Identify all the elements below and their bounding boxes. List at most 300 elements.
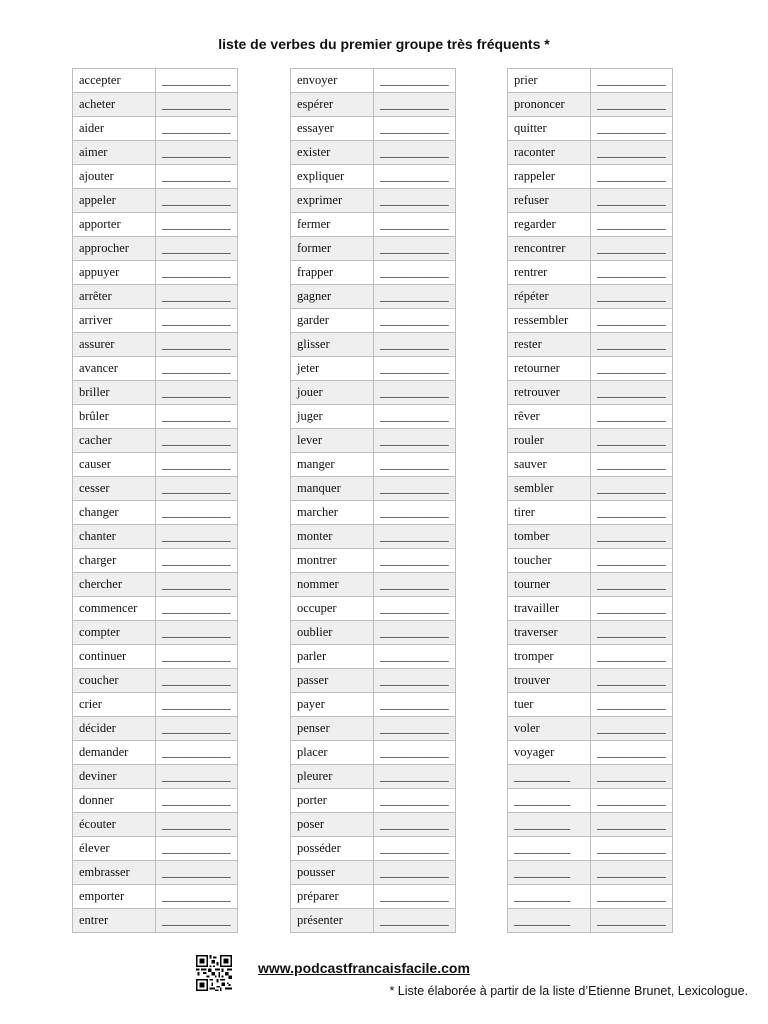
answer-blank[interactable]: ___________ [156, 525, 238, 549]
verb-cell: prier [508, 69, 591, 93]
verb-row [508, 669, 673, 693]
verb-row [73, 885, 238, 909]
answer-blank[interactable]: ___________ [374, 333, 456, 357]
answer-blank[interactable]: ___________ [156, 309, 238, 333]
verb-cell: décider [73, 717, 156, 741]
answer-blank[interactable]: ___________ [591, 213, 673, 237]
verb-row [508, 405, 673, 429]
verb-row [73, 573, 238, 597]
verb-cell: _________ [508, 765, 591, 789]
verb-cell: charger [73, 549, 156, 573]
answer-blank[interactable]: ___________ [374, 357, 456, 381]
verb-row [73, 789, 238, 813]
verb-row [508, 885, 673, 909]
verb-row [73, 765, 238, 789]
answer-blank[interactable]: ___________ [156, 645, 238, 669]
verb-cell: payer [291, 693, 374, 717]
verb-cell: manquer [291, 477, 374, 501]
verb-cell: trouver [508, 669, 591, 693]
verb-cell: assurer [73, 333, 156, 357]
verb-cell: élever [73, 837, 156, 861]
answer-blank[interactable]: ___________ [591, 549, 673, 573]
verb-cell: brûler [73, 405, 156, 429]
answer-blank[interactable]: ___________ [374, 117, 456, 141]
answer-blank[interactable]: ___________ [374, 69, 456, 93]
verb-row [291, 597, 456, 621]
answer-blank[interactable]: ___________ [374, 597, 456, 621]
answer-blank[interactable]: ___________ [591, 861, 673, 885]
verb-cell: répéter [508, 285, 591, 309]
verb-cell: chercher [73, 573, 156, 597]
verb-row [508, 93, 673, 117]
answer-blank[interactable]: ___________ [156, 789, 238, 813]
verb-cell: tirer [508, 501, 591, 525]
verb-row [73, 477, 238, 501]
verb-cell: écouter [73, 813, 156, 837]
verb-row [508, 213, 673, 237]
verb-row [291, 837, 456, 861]
verb-row [73, 357, 238, 381]
source-note: * Liste élaborée à partir de la liste d’Etienne Brunet, Lexicologue. [389, 984, 748, 998]
answer-blank[interactable]: ___________ [374, 453, 456, 477]
answer-blank[interactable]: ___________ [374, 501, 456, 525]
verb-cell: compter [73, 621, 156, 645]
verb-cell: occuper [291, 597, 374, 621]
verb-row [508, 525, 673, 549]
verb-cell: regarder [508, 213, 591, 237]
verb-row [291, 141, 456, 165]
verb-row [73, 333, 238, 357]
verb-row [508, 141, 673, 165]
verb-row [73, 717, 238, 741]
answer-blank[interactable]: ___________ [591, 405, 673, 429]
verb-row [508, 333, 673, 357]
verb-cell: fermer [291, 213, 374, 237]
verb-row [73, 549, 238, 573]
answer-blank[interactable]: ___________ [591, 381, 673, 405]
qr-code-icon [196, 955, 232, 991]
verb-cell: cesser [73, 477, 156, 501]
verb-cell: lever [291, 429, 374, 453]
answer-blank[interactable]: ___________ [156, 117, 238, 141]
verb-row [508, 381, 673, 405]
answer-blank[interactable]: ___________ [374, 693, 456, 717]
answer-blank[interactable]: ___________ [374, 741, 456, 765]
answer-blank[interactable]: ___________ [374, 861, 456, 885]
verb-cell: frapper [291, 261, 374, 285]
verb-cell: tomber [508, 525, 591, 549]
verb-cell: préparer [291, 885, 374, 909]
verb-cell: juger [291, 405, 374, 429]
verb-row [73, 309, 238, 333]
answer-blank[interactable]: ___________ [591, 285, 673, 309]
answer-blank[interactable]: ___________ [591, 165, 673, 189]
verb-row [73, 501, 238, 525]
answer-blank[interactable]: ___________ [374, 237, 456, 261]
verb-cell: refuser [508, 189, 591, 213]
verb-cell: porter [291, 789, 374, 813]
verb-row [73, 285, 238, 309]
verb-row [508, 501, 673, 525]
verb-row [508, 549, 673, 573]
verb-cell: acheter [73, 93, 156, 117]
verb-row [508, 237, 673, 261]
verb-cell: traverser [508, 621, 591, 645]
website-link[interactable]: www.podcastfrancaisfacile.com [258, 960, 470, 976]
answer-blank[interactable]: ___________ [374, 909, 456, 933]
verb-cell: emporter [73, 885, 156, 909]
verb-row [508, 477, 673, 501]
verb-row [508, 261, 673, 285]
verb-cell: garder [291, 309, 374, 333]
answer-blank[interactable]: ___________ [374, 813, 456, 837]
answer-blank[interactable]: ___________ [591, 573, 673, 597]
answer-blank[interactable]: ___________ [591, 501, 673, 525]
verb-cell: cacher [73, 429, 156, 453]
verb-cell: monter [291, 525, 374, 549]
verb-row [291, 813, 456, 837]
verb-row [508, 813, 673, 837]
answer-blank[interactable]: ___________ [374, 429, 456, 453]
verb-row [73, 813, 238, 837]
verb-row [291, 93, 456, 117]
answer-blank[interactable]: ___________ [591, 885, 673, 909]
verb-cell: crier [73, 693, 156, 717]
answer-blank[interactable]: ___________ [156, 573, 238, 597]
answer-blank[interactable]: ___________ [591, 789, 673, 813]
answer-blank[interactable]: ___________ [156, 237, 238, 261]
verb-row [508, 621, 673, 645]
verb-cell: ressembler [508, 309, 591, 333]
answer-blank[interactable]: ___________ [374, 165, 456, 189]
answer-blank[interactable]: ___________ [374, 141, 456, 165]
verb-cell: sauver [508, 453, 591, 477]
answer-blank[interactable]: ___________ [374, 621, 456, 645]
answer-blank[interactable]: ___________ [156, 189, 238, 213]
answer-blank[interactable]: ___________ [156, 405, 238, 429]
verb-row [73, 909, 238, 933]
verb-row [73, 621, 238, 645]
answer-blank[interactable]: ___________ [156, 165, 238, 189]
verb-cell: parler [291, 645, 374, 669]
answer-blank[interactable]: ___________ [591, 69, 673, 93]
verb-row [73, 189, 238, 213]
verb-cell: tromper [508, 645, 591, 669]
answer-blank[interactable]: ___________ [156, 333, 238, 357]
verb-row [508, 693, 673, 717]
verb-row [508, 573, 673, 597]
verb-table-3 [507, 68, 673, 933]
answer-blank[interactable]: ___________ [591, 765, 673, 789]
verb-cell: deviner [73, 765, 156, 789]
verb-row [73, 525, 238, 549]
answer-blank[interactable]: ___________ [374, 549, 456, 573]
answer-blank[interactable]: ___________ [374, 717, 456, 741]
answer-blank[interactable]: ___________ [591, 669, 673, 693]
verb-cell: gagner [291, 285, 374, 309]
answer-blank[interactable]: ___________ [156, 381, 238, 405]
verb-cell: _________ [508, 789, 591, 813]
answer-blank[interactable]: ___________ [156, 813, 238, 837]
verb-cell: prononcer [508, 93, 591, 117]
verb-cell: _________ [508, 885, 591, 909]
verb-row [73, 69, 238, 93]
verb-row [73, 141, 238, 165]
verb-row [508, 165, 673, 189]
answer-blank[interactable]: ___________ [156, 141, 238, 165]
verb-row [291, 693, 456, 717]
verb-cell: rester [508, 333, 591, 357]
verb-cell: sembler [508, 477, 591, 501]
answer-blank[interactable]: ___________ [374, 789, 456, 813]
verb-cell: apporter [73, 213, 156, 237]
verb-cell: retrouver [508, 381, 591, 405]
verb-row [291, 405, 456, 429]
answer-blank[interactable]: ___________ [591, 93, 673, 117]
verb-cell: glisser [291, 333, 374, 357]
verb-row [291, 765, 456, 789]
verb-row [73, 405, 238, 429]
answer-blank[interactable]: ___________ [591, 189, 673, 213]
answer-blank[interactable]: ___________ [374, 477, 456, 501]
answer-blank[interactable]: ___________ [374, 573, 456, 597]
verb-cell: briller [73, 381, 156, 405]
verb-row [291, 69, 456, 93]
verb-cell: causer [73, 453, 156, 477]
verb-row [508, 837, 673, 861]
verb-row [508, 789, 673, 813]
verb-row [291, 909, 456, 933]
verb-row [508, 765, 673, 789]
verb-cell: _________ [508, 813, 591, 837]
verb-row [291, 213, 456, 237]
answer-blank[interactable]: ___________ [374, 525, 456, 549]
verb-cell: passer [291, 669, 374, 693]
answer-blank[interactable]: ___________ [374, 645, 456, 669]
verb-cell: appuyer [73, 261, 156, 285]
answer-blank[interactable]: ___________ [156, 549, 238, 573]
verb-cell: entrer [73, 909, 156, 933]
answer-blank[interactable]: ___________ [156, 477, 238, 501]
answer-blank[interactable]: ___________ [591, 429, 673, 453]
verb-cell: tuer [508, 693, 591, 717]
answer-blank[interactable]: ___________ [591, 357, 673, 381]
verb-cell: demander [73, 741, 156, 765]
answer-blank[interactable]: ___________ [374, 381, 456, 405]
verb-cell: rappeler [508, 165, 591, 189]
verb-row [73, 453, 238, 477]
verb-row [291, 549, 456, 573]
verb-cell: chanter [73, 525, 156, 549]
verb-cell: accepter [73, 69, 156, 93]
answer-blank[interactable]: ___________ [591, 837, 673, 861]
verb-cell: exprimer [291, 189, 374, 213]
verb-cell: essayer [291, 117, 374, 141]
verb-table-2 [290, 68, 456, 933]
verb-row [73, 381, 238, 405]
verb-cell: rêver [508, 405, 591, 429]
answer-blank[interactable]: ___________ [591, 261, 673, 285]
verb-row [508, 309, 673, 333]
verb-cell: manger [291, 453, 374, 477]
verb-cell: coucher [73, 669, 156, 693]
answer-blank[interactable]: ___________ [374, 405, 456, 429]
answer-blank[interactable]: ___________ [374, 213, 456, 237]
answer-blank[interactable]: ___________ [374, 309, 456, 333]
verb-row [291, 357, 456, 381]
verb-row [508, 861, 673, 885]
answer-blank[interactable]: ___________ [374, 261, 456, 285]
verb-cell: avancer [73, 357, 156, 381]
verb-cell: rencontrer [508, 237, 591, 261]
verb-cell: quitter [508, 117, 591, 141]
verb-row [73, 669, 238, 693]
answer-blank[interactable]: ___________ [156, 669, 238, 693]
answer-blank[interactable]: ___________ [156, 69, 238, 93]
page-title: liste de verbes du premier groupe très fréquents * [218, 36, 550, 52]
verb-row [291, 501, 456, 525]
answer-blank[interactable]: ___________ [156, 453, 238, 477]
verb-cell: former [291, 237, 374, 261]
verb-row [291, 477, 456, 501]
answer-blank[interactable]: ___________ [591, 117, 673, 141]
answer-blank[interactable]: ___________ [591, 333, 673, 357]
answer-blank[interactable]: ___________ [374, 285, 456, 309]
verb-row [73, 93, 238, 117]
answer-blank[interactable]: ___________ [374, 189, 456, 213]
answer-blank[interactable]: ___________ [374, 93, 456, 117]
answer-blank[interactable]: ___________ [156, 765, 238, 789]
verb-cell: commencer [73, 597, 156, 621]
answer-blank[interactable]: ___________ [591, 717, 673, 741]
verb-row [73, 213, 238, 237]
verb-row [508, 357, 673, 381]
verb-row [73, 165, 238, 189]
verb-cell: donner [73, 789, 156, 813]
answer-blank[interactable]: ___________ [156, 501, 238, 525]
verb-cell: espérer [291, 93, 374, 117]
verb-cell: expliquer [291, 165, 374, 189]
answer-blank[interactable]: ___________ [374, 765, 456, 789]
answer-blank[interactable]: ___________ [374, 837, 456, 861]
verb-row [73, 261, 238, 285]
verb-row [508, 717, 673, 741]
verb-cell: posséder [291, 837, 374, 861]
verb-row [508, 597, 673, 621]
verb-cell: jouer [291, 381, 374, 405]
verb-row [291, 669, 456, 693]
answer-blank[interactable]: ___________ [156, 693, 238, 717]
answer-blank[interactable]: ___________ [156, 429, 238, 453]
answer-blank[interactable]: ___________ [156, 285, 238, 309]
verb-row [291, 717, 456, 741]
answer-blank[interactable]: ___________ [374, 885, 456, 909]
verb-row [73, 117, 238, 141]
verb-row [73, 741, 238, 765]
answer-blank[interactable]: ___________ [156, 597, 238, 621]
verb-cell: aider [73, 117, 156, 141]
verb-row [508, 645, 673, 669]
verb-cell: exister [291, 141, 374, 165]
answer-blank[interactable]: ___________ [156, 621, 238, 645]
verb-cell: approcher [73, 237, 156, 261]
verb-row [291, 189, 456, 213]
answer-blank[interactable]: ___________ [156, 357, 238, 381]
answer-blank[interactable]: ___________ [591, 813, 673, 837]
verb-cell: envoyer [291, 69, 374, 93]
verb-row [291, 645, 456, 669]
verb-row [508, 189, 673, 213]
verb-row [291, 261, 456, 285]
verb-cell: ajouter [73, 165, 156, 189]
verb-row [508, 741, 673, 765]
answer-blank[interactable]: ___________ [156, 741, 238, 765]
answer-blank[interactable]: ___________ [591, 309, 673, 333]
answer-blank[interactable]: ___________ [374, 669, 456, 693]
verb-row [291, 309, 456, 333]
answer-blank[interactable]: ___________ [591, 453, 673, 477]
answer-blank[interactable]: ___________ [591, 909, 673, 933]
verb-row [73, 837, 238, 861]
answer-blank[interactable]: ___________ [591, 645, 673, 669]
answer-blank[interactable]: ___________ [591, 621, 673, 645]
answer-blank[interactable]: ___________ [591, 597, 673, 621]
answer-blank[interactable]: ___________ [591, 237, 673, 261]
verb-row [73, 597, 238, 621]
verb-cell: changer [73, 501, 156, 525]
verb-row [291, 885, 456, 909]
answer-blank[interactable]: ___________ [591, 693, 673, 717]
verb-cell: présenter [291, 909, 374, 933]
verb-cell: _________ [508, 909, 591, 933]
verb-row [508, 117, 673, 141]
verb-cell: embrasser [73, 861, 156, 885]
verb-cell: arrêter [73, 285, 156, 309]
verb-row [291, 573, 456, 597]
verb-row [291, 381, 456, 405]
verb-cell: toucher [508, 549, 591, 573]
answer-blank[interactable]: ___________ [591, 141, 673, 165]
answer-blank[interactable]: ___________ [591, 741, 673, 765]
verb-row [291, 237, 456, 261]
verb-cell: voyager [508, 741, 591, 765]
verb-cell: aimer [73, 141, 156, 165]
verb-row [73, 693, 238, 717]
answer-blank[interactable]: ___________ [156, 213, 238, 237]
verb-row [73, 861, 238, 885]
answer-blank[interactable]: ___________ [156, 885, 238, 909]
verb-cell: continuer [73, 645, 156, 669]
verb-cell: placer [291, 741, 374, 765]
answer-blank[interactable]: ___________ [591, 525, 673, 549]
verb-row [508, 909, 673, 933]
answer-blank[interactable]: ___________ [156, 93, 238, 117]
answer-blank[interactable]: ___________ [156, 909, 238, 933]
answer-blank[interactable]: ___________ [156, 837, 238, 861]
answer-blank[interactable]: ___________ [156, 261, 238, 285]
verb-cell: montrer [291, 549, 374, 573]
verb-row [73, 645, 238, 669]
verb-cell: _________ [508, 861, 591, 885]
verb-cell: tourner [508, 573, 591, 597]
answer-blank[interactable]: ___________ [156, 717, 238, 741]
answer-blank[interactable]: ___________ [156, 861, 238, 885]
verb-row [291, 333, 456, 357]
verb-row [73, 429, 238, 453]
verb-row [508, 69, 673, 93]
verb-row [508, 453, 673, 477]
answer-blank[interactable]: ___________ [591, 477, 673, 501]
